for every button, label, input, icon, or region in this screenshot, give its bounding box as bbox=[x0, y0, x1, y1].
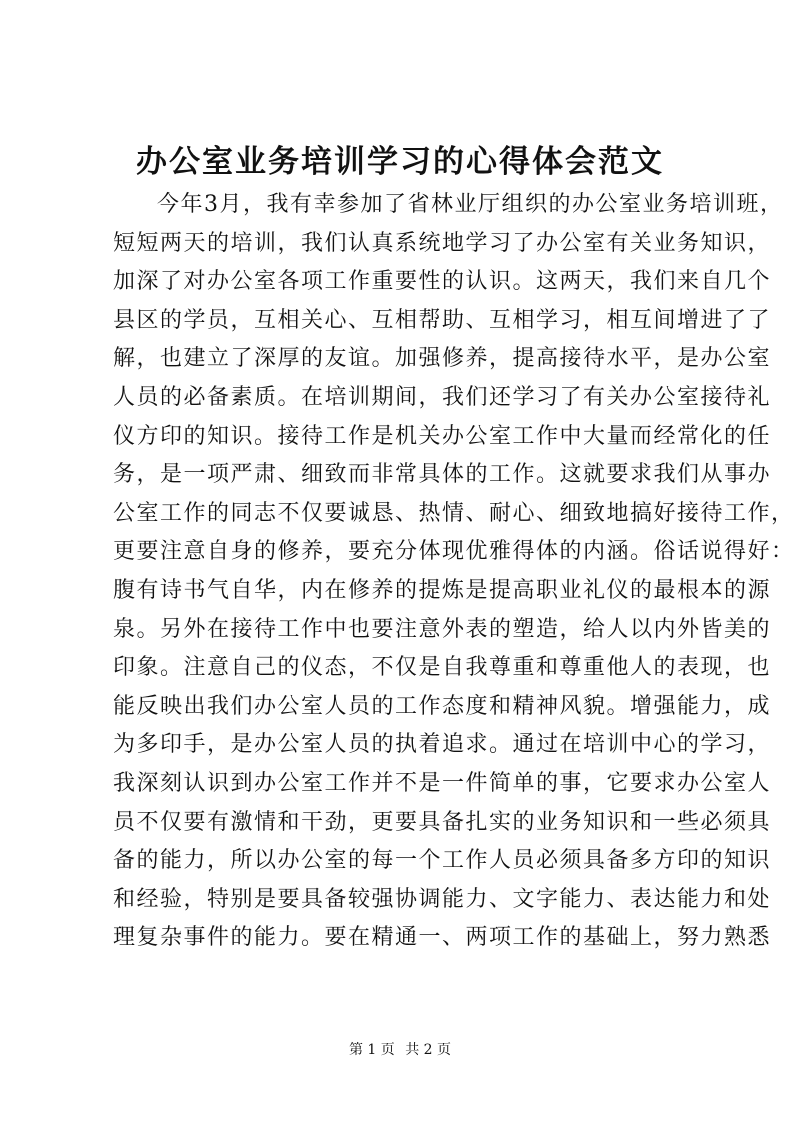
page-total: 共 2 页 bbox=[405, 1042, 452, 1058]
page-number: 第 1 页 bbox=[348, 1042, 395, 1058]
page-title: 办公室业务培训学习的心得体会范文 bbox=[136, 144, 664, 180]
document-body bbox=[113, 186, 795, 958]
paragraph-line: 理复杂事件的能力。要在精通一、两项工作的基础上，努力熟悉 bbox=[113, 925, 772, 951]
paragraph-line: 今年3月，我有幸参加了省林业厅组织的办公室业务培训班， bbox=[157, 192, 784, 217]
paragraph-line: 解，也建立了深厚的友谊。加强修养，提高接待水平，是办公室 bbox=[113, 346, 772, 372]
paragraph-line: 公室工作的同志不仅要诚恳、热情、耐心、细致地搞好接待工作， bbox=[113, 500, 795, 526]
paragraph-line: 员不仅要有激情和干劲，更要具备扎实的业务知识和一些必须具 bbox=[113, 809, 772, 835]
paragraph-line: 我深刻认识到办公室工作并不是一件简单的事，它要求办公室人 bbox=[113, 770, 772, 796]
paragraph-line: 能反映出我们办公室人员的工作态度和精神风貌。增强能力，成 bbox=[113, 693, 772, 719]
paragraph-line: 泉。另外在接待工作中也要注意外表的塑造，给人以内外皆美的 bbox=[113, 616, 772, 642]
paragraph-line: 仪方印的知识。接待工作是机关办公室工作中大量而经常化的任 bbox=[113, 423, 772, 449]
paragraph-line: 务，是一项严肃、细致而非常具体的工作。这就要求我们从事办 bbox=[113, 462, 772, 488]
paragraph-line: 和经验，特别是要具备较强协调能力、文字能力、表达能力和处 bbox=[113, 886, 772, 912]
paragraph-line: 人员的必备素质。在培训期间，我们还学习了有关办公室接待礼 bbox=[113, 384, 772, 410]
paragraph-line: 更要注意自身的修养，要充分体现优雅得体的内涵。俗话说得好： bbox=[113, 539, 795, 565]
page-footer bbox=[0, 1040, 800, 1060]
paragraph-line: 加深了对办公室各项工作重要性的认识。这两天，我们来自几个 bbox=[113, 269, 772, 295]
paragraph-line: 备的能力，所以办公室的每一个工作人员必须具备多方印的知识 bbox=[113, 848, 772, 874]
paragraph-line: 印象。注意自己的仪态，不仅是自我尊重和尊重他人的表现，也 bbox=[113, 655, 772, 681]
paragraph-line: 腹有诗书气自华，内在修养的提炼是提高职业礼仪的最根本的源 bbox=[113, 577, 772, 603]
paragraph-line: 为多印手，是办公室人员的执着追求。通过在培训中心的学习， bbox=[113, 732, 772, 758]
paragraph-line: 县区的学员，互相关心、互相帮助、互相学习，相互间增进了了 bbox=[113, 307, 772, 333]
paragraph-line: 短短两天的培训，我们认真系统地学习了办公室有关业务知识， bbox=[113, 230, 772, 256]
